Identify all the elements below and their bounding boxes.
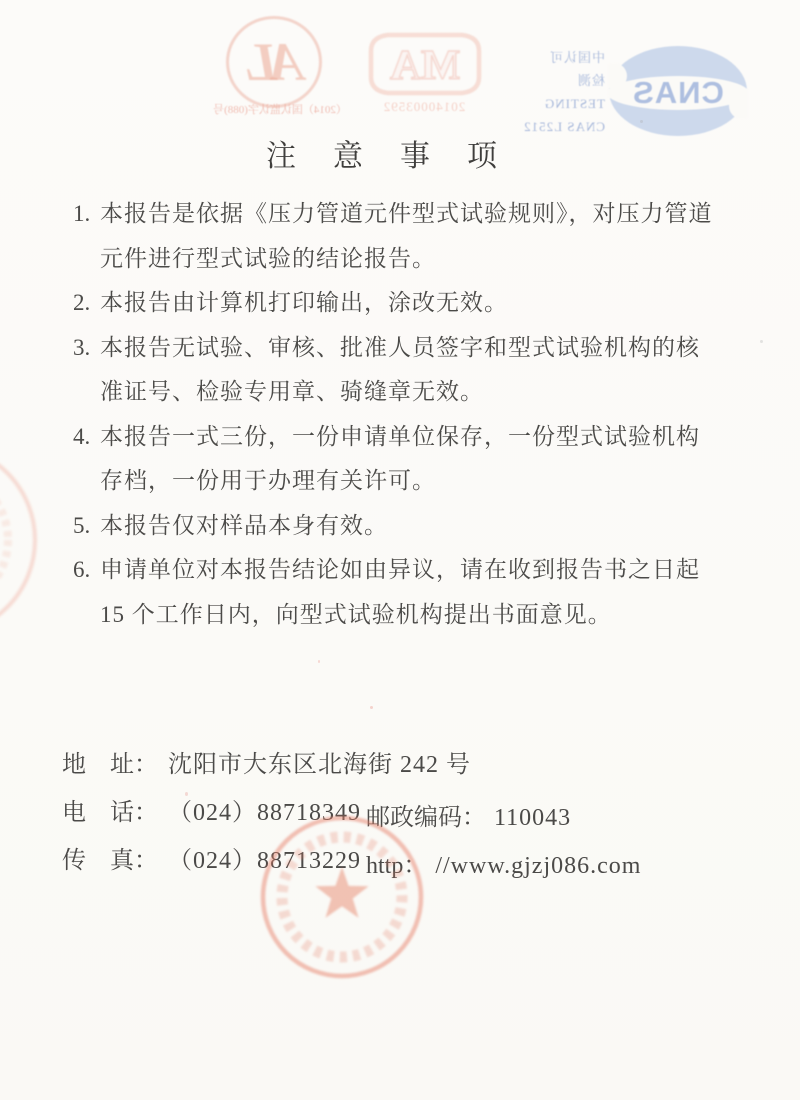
svg-text:CNAS: CNAS: [632, 75, 724, 110]
postal-label: 邮政编码：: [366, 805, 486, 831]
notice-item-5: [73, 504, 749, 549]
address-row: [62, 741, 772, 789]
cnas-text-line: 检测: [576, 73, 605, 88]
scan-speckle: [760, 340, 763, 343]
postal-value: 110043: [494, 805, 572, 831]
page-title: 注意事项: [266, 140, 534, 173]
cma-stamp-number: 20140003592: [382, 99, 466, 114]
notice-item-6: [73, 548, 749, 637]
official-round-seal-icon: [255, 810, 430, 990]
scan-speckle: [318, 660, 320, 663]
notice-text-line: 存档，一份用于办理有关许可。: [100, 468, 436, 493]
notice-number: 2.: [73, 290, 91, 315]
notice-text-line: 本报告仅对样品本身有效。: [100, 512, 388, 538]
notice-text-line: 本报告是依据《压力管道元件型式试验规则》，对压力管道: [100, 201, 713, 226]
notice-list: [73, 192, 749, 637]
notice-number: 5.: [73, 512, 91, 538]
notice-text-line: 准证号、检验专用章、骑缝章无效。: [100, 379, 484, 404]
notice-text-line: 本报告无试验、审核、批准人员签字和型式试验机构的核: [100, 334, 700, 360]
fax-label: 传 真：: [62, 848, 158, 874]
notice-text-line: 15 个工作日内，向型式试验机构提出书面意见。: [100, 601, 612, 627]
website-value: //www.gjzj086.com: [435, 853, 642, 879]
cnas-text-line: TESTING: [543, 96, 605, 111]
notice-text-line: 本报告由计算机打印输出，涂改无效。: [100, 290, 508, 315]
svg-text:MA: MA: [390, 43, 460, 89]
cnas-text-line: 中国认可: [548, 50, 605, 65]
notice-item-3: [73, 326, 749, 415]
address-value: 沈阳市大东区北海街 242 号: [168, 752, 471, 778]
cnas-logo-icon: [608, 44, 748, 143]
cnas-accreditation-text: [513, 46, 605, 138]
cnas-text-line: CNAS L2512: [523, 119, 605, 134]
notice-text-line: 元件进行型式试验的结论报告。: [100, 245, 436, 271]
partial-seal-left-edge-icon: [0, 430, 50, 655]
notice-number: 4.: [73, 423, 91, 449]
notice-number: 3.: [73, 334, 91, 360]
phone-value: （024）88718349: [168, 800, 361, 826]
scan-speckle: [370, 706, 373, 709]
fax-value: （024）88713229: [168, 848, 361, 874]
notice-text-line: 本报告一式三份，一份申请单位保存，一份型式试验机构: [100, 423, 700, 449]
cma-stamp-icon: [368, 31, 482, 102]
website-label: http：: [366, 853, 428, 879]
notice-number: 1.: [73, 201, 91, 226]
notice-item-1: [73, 192, 749, 281]
notice-item-4: [73, 415, 749, 504]
address-label: 地 址：: [62, 752, 158, 778]
scan-speckle: [185, 792, 188, 796]
notice-number: 6.: [73, 557, 91, 582]
cal-accreditation-stamp-icon: AL: [226, 16, 322, 108]
notice-item-2: [73, 281, 749, 326]
notice-text-line: 申请单位对本报告结论如由异议，请在收到报告书之日起: [100, 557, 700, 582]
cal-stamp-caption: （2014）国认监认字(088)号: [213, 104, 347, 116]
scan-speckle: [640, 120, 643, 123]
phone-label: 电 话：: [62, 800, 158, 826]
